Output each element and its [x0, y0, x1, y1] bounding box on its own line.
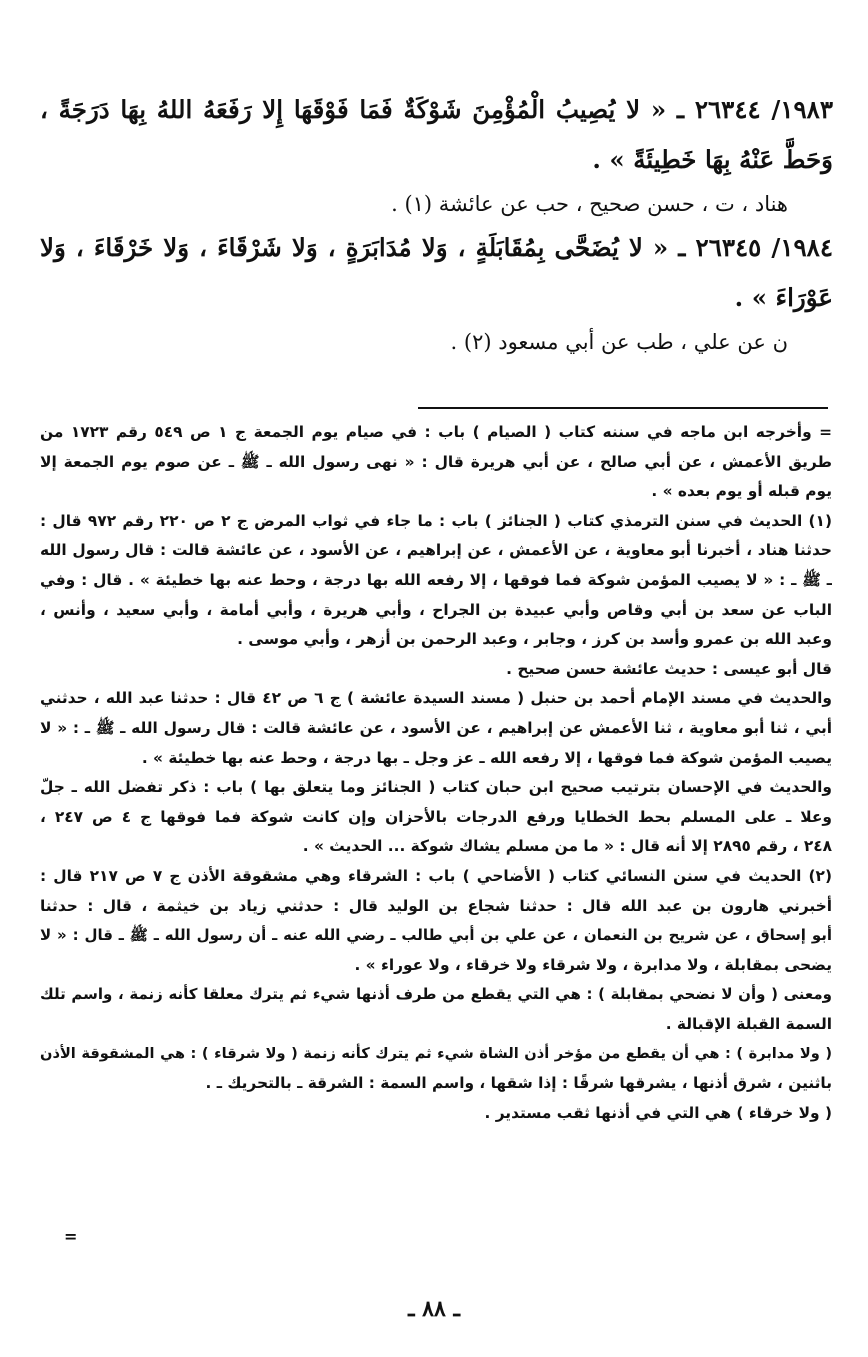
footnote-1-line: (١) الحديث في سنن الترمذي كتاب ( الجنائز ) باب : ما جاء في ثواب المرض ج ٢ ص ٢٢٠ رقم ٩٧٢ قال : [40, 511, 832, 530]
hadith-1983-line-2: وَحَطَّ عَنْهُ بِهَا خَطِيئَةً » . [592, 145, 833, 174]
footnote-2-line: (٢) الحديث في سنن النسائي كتاب ( الأضاحي ) باب : الشرقاء وهي مشقوقة الأذن ج ٧ ص ٢١٧ قال : [40, 866, 832, 885]
footnote-2-line: أخبرني هارون بن عبد الله قال : حدثنا شجاع بن الوليد قال : حدثني زياد بن خيثمة ، قال : حدثنا [40, 896, 832, 915]
hadith-1984-line-1: ١٩٨٤/ ٢٦٣٤٥ ـ « لا يُضَحَّى بِمُقَابَلَةٍ ، وَلا مُدَابَرَةٍ ، وَلا شَرْقَاءَ ، وَلا خَرْقَاءَ ، وَلا [40, 233, 833, 262]
footnote-1-line: والحديث في الإحسان بترتيب صحيح ابن حبان كتاب ( الجنائز وما يتعلق بها ) باب : ذكر تفضل الله ـ جلّ [40, 778, 832, 797]
footnote-separator [418, 407, 828, 409]
footnote-1-line: يصيب المؤمن شوكة فما فوقها ، إلا رفعه الله ـ عز وجل ـ بها درجة ، وحط عنه بها خطيئة » . [141, 748, 832, 767]
footnote-1-line: الباب عن سعد بن أبي وقاص وأبي عبيدة بن الجراح ، وأبي هريرة ، وأبي أمامة ، وأبي سعيد ، وأنس ، [40, 600, 832, 619]
footnote-2-line: ( ولا مدابرة ) : هي أن يقطع من مؤخر أذن الشاة شيء ثم يترك كأنه زنمة ( ولا شرقاء ) : هي المشقوقة الأذن [40, 1045, 832, 1063]
footnote-2-line: ومعنى ( وأن لا نضحي بمقابلة ) : هي التي يقطع من طرف أذنها شيء ثم يترك معلقا كأنه زنمة ، واسم تلك [40, 985, 832, 1004]
footnote-line: طريق الأعمش ، عن أبي صالح ، عن أبي هريرة قال : « نهى رسول الله ـ ﷺ ـ عن صوم يوم الجمعة إلا [40, 452, 832, 471]
hadith-1984-line-2: عَوْرَاءَ » . [734, 283, 833, 312]
footnote-2-line: السمة القبلة الإقبالة . [665, 1014, 832, 1033]
page-number: ـ ٨٨ ـ [408, 1296, 460, 1322]
footnote-line: يوم قبله أو يوم بعده » . [651, 482, 832, 501]
footnote-1-line: حدثنا هناد ، أخبرنا أبو معاوية ، عن الأعمش ، عن إبراهيم ، عن الأسود ، عن عائشة قالت : قال رسول الله [40, 541, 832, 560]
continuation-mark: = [64, 1227, 78, 1246]
hadith-main-text [40, 95, 833, 357]
hadith-1983-line-1: ١٩٨٣/ ٢٦٣٤٤ ـ « لا يُصِيبُ الْمُؤْمِنَ شَوْكَةٌ فَمَا فَوْقَهَا إِلا رَفَعَهُ اللهُ بِهَا دَرَجَةً ، [40, 95, 833, 124]
footnote-1-line: قال أبو عيسى : حديث عائشة حسن صحيح . [506, 659, 832, 678]
footnote-1-line: وعلا ـ على المسلم بحط الخطايا ورفع الدرجات بالأحزان وإن كانت شوكة فما فوقها ج ٤ ص ٢٤٧ ، [40, 807, 832, 826]
hadith-1984-sources: ن عن علي ، طب عن أبي مسعود (٢) . [450, 330, 788, 354]
footnote-1-line: وعبد الله بن عمرو وأسد بن كرز ، وجابر ، وعبد الرحمن بن أزهر ، وأبي موسى . [237, 630, 832, 649]
footnote-1-line: ٢٤٨ ، رقم ٢٨٩٥ إلا أنه قال : « ما من مسلم يشاك شوكة ... الحديث » . [302, 837, 832, 856]
footnote-2-line: يضحى بمقابلة ، ولا مدابرة ، ولا شرقاء ولا خرقاء ، ولا عوراء » . [354, 955, 832, 974]
footnote-line: = وأخرجه ابن ماجه في سننه كتاب ( الصيام ) باب : في صيام يوم الجمعة ج ١ ص ٥٤٩ رقم ١٧٢٣ من [40, 423, 832, 441]
footnote-2-line: باثنين ، شرق أذنها ، يشرقها شرقًا : إذا شقها ، واسم السمة : الشرقة ـ بالتحريك ـ . [205, 1074, 832, 1093]
footnote-1-line: أبي ، ثنا أبو معاوية ، ثنا الأعمش عن إبراهيم ، عن الأسود ، عن عائشة قالت : قال رسول الله ـ ﷺ ـ : « لا [40, 718, 832, 737]
footnotes [40, 418, 832, 1128]
footnote-1-line: ـ ﷺ ـ : « لا يصيب المؤمن شوكة فما فوقها ، إلا رفعه الله بها درجة ، وحط عنه بها خطيئة » . قال : وفي [40, 570, 832, 589]
footnote-1-line: والحديث في مسند الإمام أحمد بن حنبل ( مسند السيدة عائشة ) ج ٦ ص ٤٢ قال : حدثنا عبد الله ، حدثني [40, 689, 832, 708]
footnote-2-line: أبو إسحاق ، عن شريح بن النعمان ، عن علي بن أبي طالب ـ رضي الله عنه ـ أن رسول الله ـ ﷺ ـ قال : « لا [40, 926, 832, 945]
footnote-2-line: ( ولا خرقاء ) هي التي في أذنها ثقب مستدير . [484, 1103, 832, 1122]
hadith-1983-sources: هناد ، ت ، حسن صحيح ، حب عن عائشة (١) . [391, 192, 788, 216]
